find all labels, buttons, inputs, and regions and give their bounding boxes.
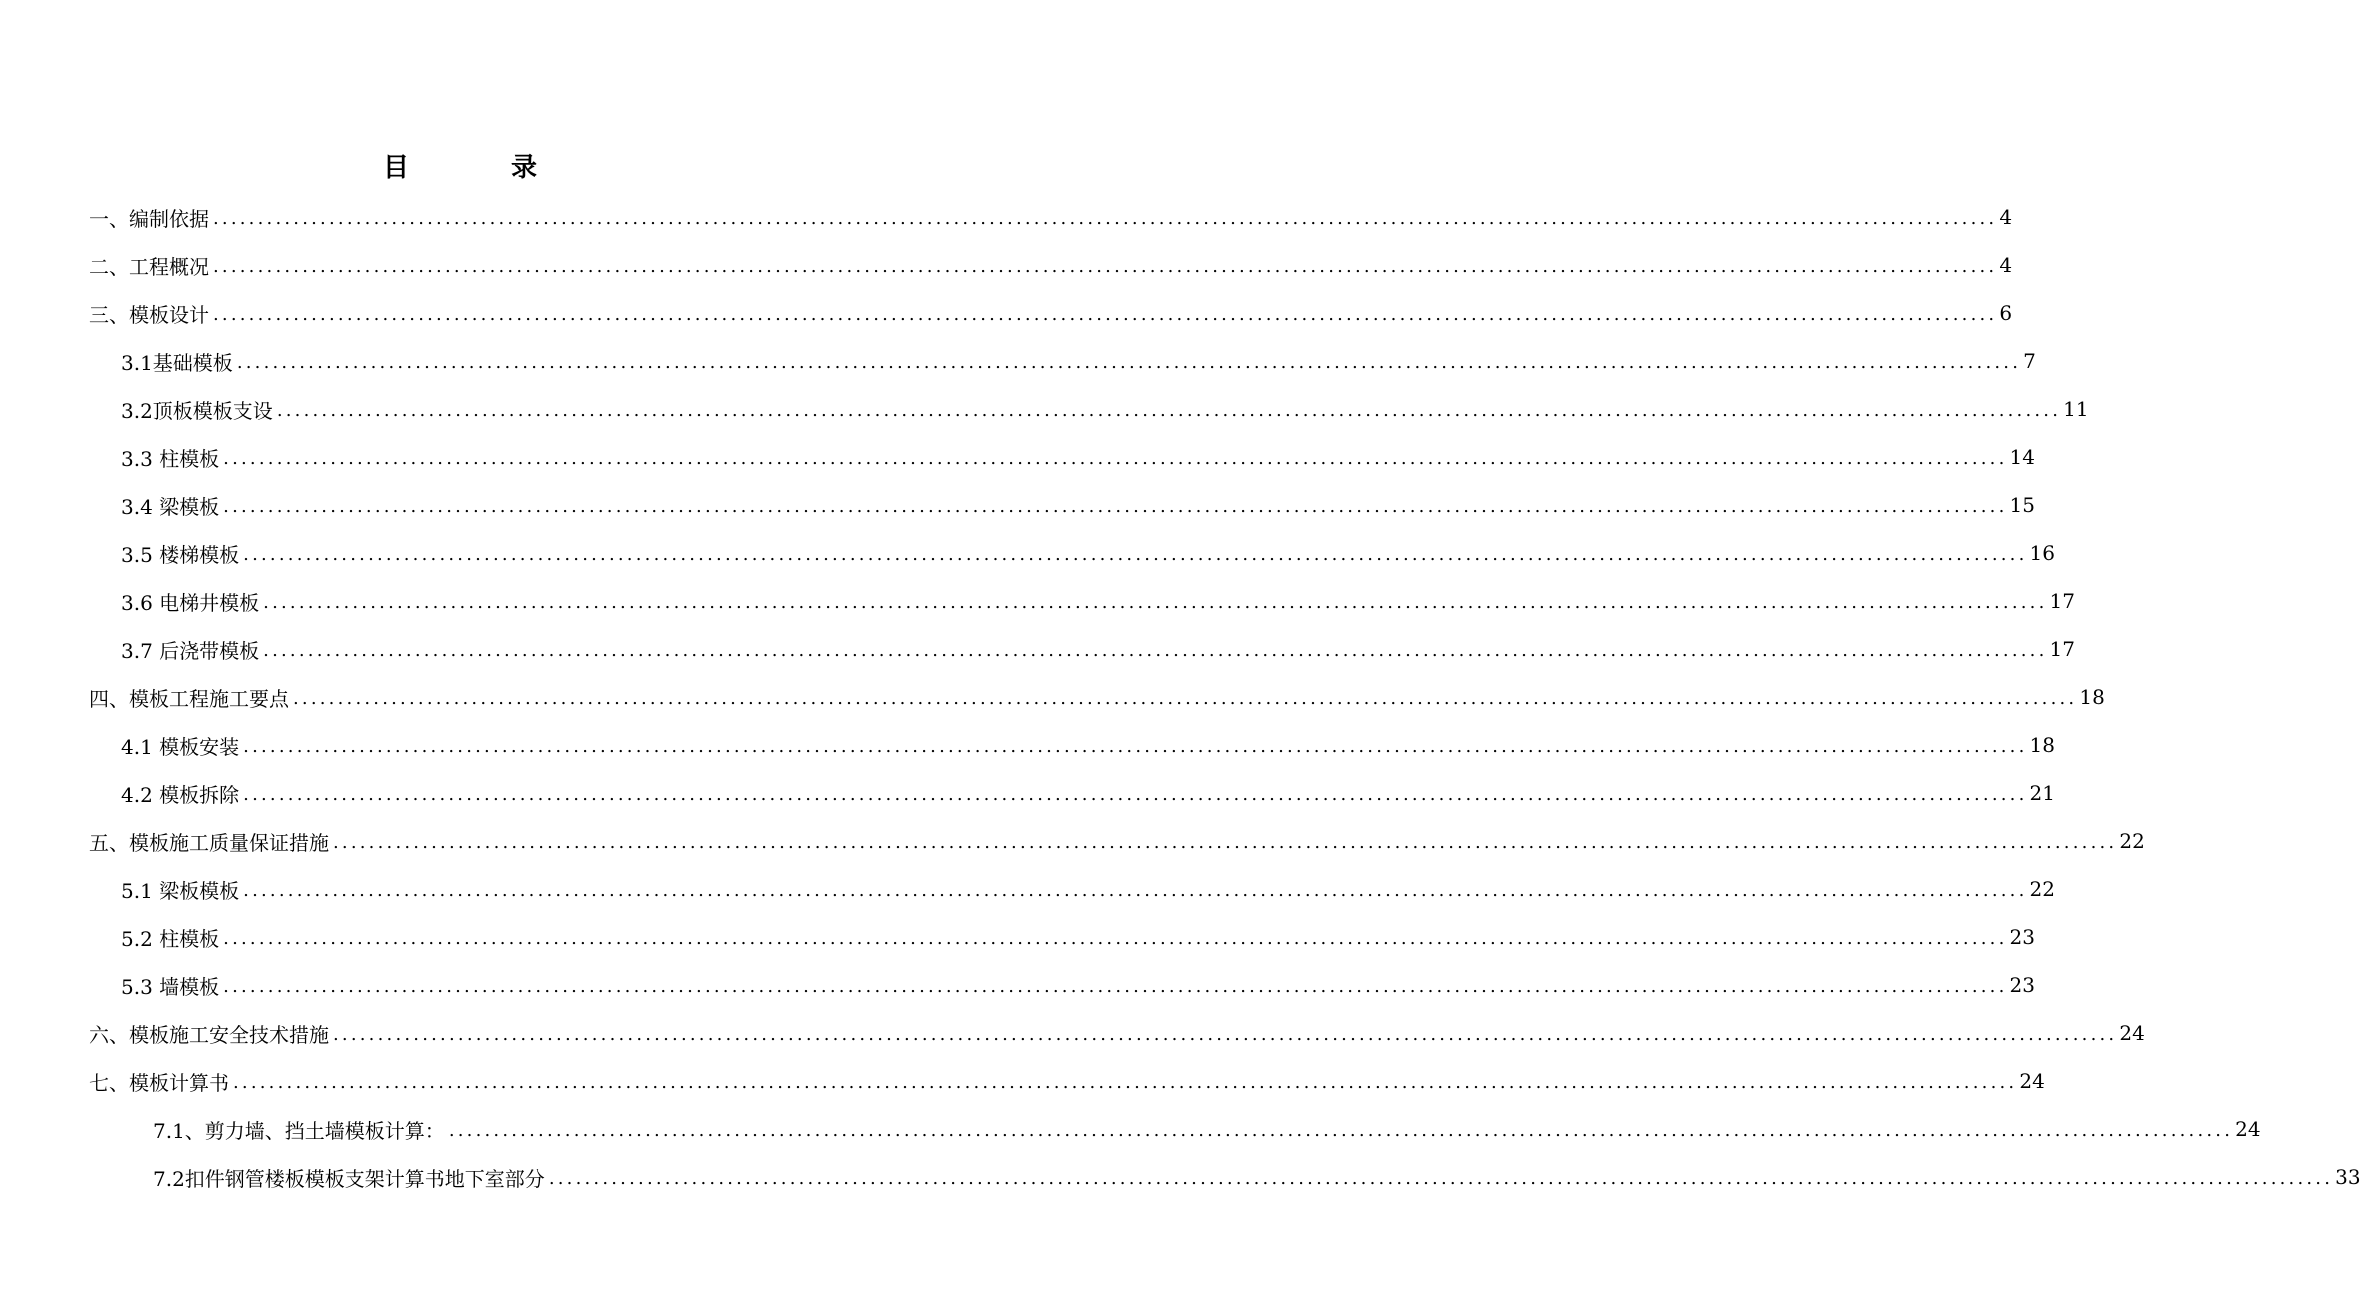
toc-dot-leader: ........................................................................................................................................................................................................: [213, 304, 1998, 325]
toc-entry-label: 3.3 柱模板: [121, 446, 220, 471]
toc-title: 目 录: [382, 153, 575, 183]
toc-entry-label: 5.1 梁板模板: [121, 878, 240, 903]
toc-entry-label: 4.1 模板安装: [121, 734, 240, 759]
toc-dot-leader: ........................................................................................................................................................................................................: [333, 832, 2118, 853]
toc-entry[interactable]: [121, 529, 2055, 577]
toc-entry-label: 二、工程概况: [89, 254, 209, 279]
toc-entry[interactable]: [121, 865, 2055, 913]
toc-entry-page-number: 17: [2049, 637, 2075, 661]
toc-entry-page-number: 24: [2235, 1117, 2261, 1141]
toc-entry-page-number: 11: [2063, 397, 2089, 421]
toc-dot-leader: ........................................................................................................................................................................................................: [223, 976, 2008, 997]
toc-dot-leader: ........................................................................................................................................................................................................: [276, 400, 2062, 421]
toc-entry-label: 五、模板施工质量保证措施: [89, 830, 329, 855]
toc-dot-leader: ........................................................................................................................................................................................................: [243, 544, 2028, 565]
toc-entry-page-number: 15: [2009, 493, 2035, 517]
toc-dot-leader: ........................................................................................................................................................................................................: [448, 1120, 2234, 1141]
toc-entry[interactable]: [121, 961, 2035, 1009]
toc-entry[interactable]: [153, 1105, 2261, 1153]
toc-entry-page-number: 16: [2029, 541, 2055, 565]
toc-dot-leader: ........................................................................................................................................................................................................: [333, 1024, 2118, 1045]
toc-entry-page-number: 22: [2119, 829, 2145, 853]
toc-dot-leader: ........................................................................................................................................................................................................: [243, 736, 2028, 757]
toc-entry[interactable]: [89, 1057, 2045, 1105]
toc-dot-leader: ........................................................................................................................................................................................................: [548, 1168, 2334, 1189]
toc-entry[interactable]: [121, 769, 2055, 817]
toc-dot-leader: ........................................................................................................................................................................................................: [236, 352, 2022, 373]
toc-entry[interactable]: [121, 625, 2075, 673]
toc-entry-page-number: 18: [2079, 685, 2105, 709]
toc-entry-label: 三、模板设计: [89, 302, 209, 327]
toc-entry-label: 7.1、剪力墙、挡土墙模板计算：: [153, 1118, 445, 1143]
toc-entry-label: 4.2 模板拆除: [121, 782, 240, 807]
toc-entry[interactable]: [121, 433, 2035, 481]
toc-dot-leader: ........................................................................................................................................................................................................: [263, 592, 2048, 613]
toc-entry-label: 七、模板计算书: [89, 1070, 229, 1095]
toc-dot-leader: ........................................................................................................................................................................................................: [223, 928, 2008, 949]
toc-entry-page-number: 23: [2009, 925, 2035, 949]
toc-entry-label: 3.6 电梯井模板: [121, 590, 260, 615]
toc-dot-leader: ........................................................................................................................................................................................................: [223, 448, 2008, 469]
toc-entry-page-number: 21: [2029, 781, 2055, 805]
toc-entry-label: 7.2扣件钢管楼板模板支架计算书地下室部分: [153, 1166, 545, 1191]
toc-entry-label: 六、模板施工安全技术措施: [89, 1022, 329, 1047]
toc-entry-page-number: 6: [1999, 301, 2013, 325]
toc-entry[interactable]: [89, 241, 2013, 289]
toc-dot-leader: ........................................................................................................................................................................................................: [213, 256, 1998, 277]
toc-dot-leader: ........................................................................................................................................................................................................: [243, 784, 2028, 805]
toc-entry-page-number: 22: [2029, 877, 2055, 901]
toc-entry[interactable]: [89, 289, 2013, 337]
toc-entry-label: 5.2 柱模板: [121, 926, 220, 951]
toc-entry[interactable]: [121, 481, 2035, 529]
toc-entry-label: 3.2顶板模板支设: [121, 398, 273, 423]
toc-dot-leader: ........................................................................................................................................................................................................: [243, 880, 2028, 901]
toc-entry-page-number: 7: [2023, 349, 2036, 373]
toc-entry[interactable]: [121, 385, 2089, 433]
toc-entry-page-number: 23: [2009, 973, 2035, 997]
toc-entry-page-number: 24: [2019, 1069, 2045, 1093]
toc-entry-page-number: 17: [2049, 589, 2075, 613]
toc-entry[interactable]: [153, 1153, 2361, 1201]
toc-entry-page-number: 14: [2009, 445, 2035, 469]
toc-entry-label: 3.1基础模板: [121, 350, 233, 375]
toc-entry-label: 3.4 梁模板: [121, 494, 220, 519]
toc-dot-leader: ........................................................................................................................................................................................................: [233, 1072, 2018, 1093]
toc-entry[interactable]: [121, 721, 2055, 769]
toc-entry-page-number: 18: [2029, 733, 2055, 757]
toc-entry-label: 四、模板工程施工要点: [89, 686, 289, 711]
toc-dot-leader: ........................................................................................................................................................................................................: [293, 688, 2078, 709]
toc-entry-label: 3.7 后浇带模板: [121, 638, 260, 663]
toc-entry-label: 一、编制依据: [89, 206, 209, 231]
toc-entry-page-number: 4: [1999, 205, 2013, 229]
toc-entry[interactable]: [89, 193, 2013, 241]
toc-entry-label: 3.5 楼梯模板: [121, 542, 240, 567]
toc-entry[interactable]: [121, 913, 2035, 961]
toc-entry[interactable]: [121, 577, 2075, 625]
toc-entry[interactable]: [89, 673, 2105, 721]
toc-entry-page-number: 24: [2119, 1021, 2145, 1045]
toc-entry[interactable]: [89, 817, 2145, 865]
toc-dot-leader: ........................................................................................................................................................................................................: [223, 496, 2008, 517]
toc-entry-page-number: 4: [1999, 253, 2013, 277]
toc-dot-leader: ........................................................................................................................................................................................................: [213, 208, 1998, 229]
toc-entry[interactable]: [89, 1009, 2145, 1057]
toc-entry[interactable]: [121, 337, 2036, 385]
toc-entry-page-number: 33: [2335, 1165, 2361, 1189]
toc-entry-label: 5.3 墙模板: [121, 974, 220, 999]
toc-dot-leader: ........................................................................................................................................................................................................: [263, 640, 2048, 661]
